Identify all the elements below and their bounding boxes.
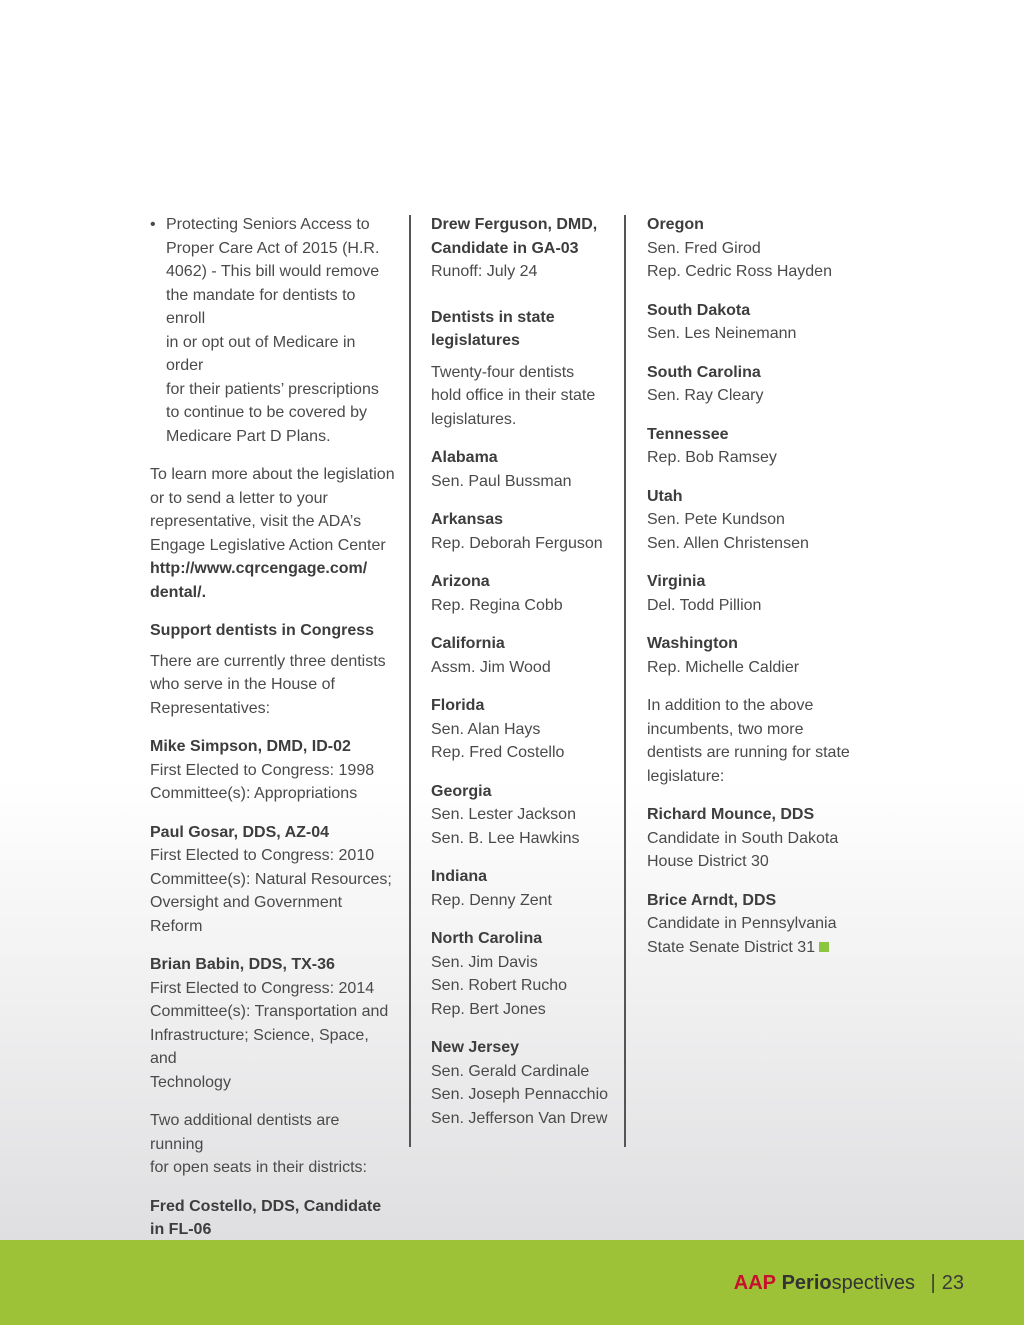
state-entry [647,361,857,408]
legislator: Sen. Joseph Pennacchio [431,1086,609,1103]
candidate-entry [647,803,857,874]
state-entry [647,632,857,679]
column-1 [150,213,395,1280]
state-entry [431,570,611,617]
state-entry [431,780,611,851]
member-detail: Committee(s): Transportation and [150,1003,389,1020]
member-detail: Committee(s): Appropriations [150,785,358,802]
candidate-name: Candidate in GA-03 [431,239,579,257]
state-entry [431,927,611,1021]
legislator: Rep. Bert Jones [431,1000,546,1018]
legislator: Sen. Pete Kundson [647,511,785,528]
addition-paragraph [647,694,857,788]
state-name: California [431,635,505,652]
state-name: Florida [431,697,485,714]
member-detail: Technology [150,1073,231,1091]
candidate-detail-last [647,936,857,960]
legislator: Assm. Jim Wood [431,658,551,676]
bullet-item [150,213,395,448]
end-mark-icon [819,942,829,952]
state-name: South Carolina [647,363,761,381]
page-separator: | [930,1272,936,1294]
page-number: 23 [941,1272,964,1294]
legislator: Rep. Michelle Caldier [647,658,800,676]
text-line: There are currently three dentists [150,652,386,670]
candidate-name: Drew Ferguson, DMD, [431,216,598,233]
brand-aap: AAP [733,1272,777,1294]
legislator: Sen. Fred Girod [647,239,761,257]
state-entry [431,632,611,679]
column-divider [409,215,411,1147]
text-line: in or opt out of Medicare in order [166,333,356,374]
candidate-entry [647,889,857,960]
state-entry [647,485,857,556]
state-name: Indiana [431,868,488,885]
legislator: Rep. Regina Cobb [431,596,563,614]
state-name: North Carolina [431,930,543,947]
candidate-name: Brice Arndt, DDS [647,891,777,909]
text-line: or to send a letter to your [150,489,328,507]
member-name: Paul Gosar, DDS, AZ-04 [150,823,330,841]
text-line: dentists are running for state [647,744,850,761]
member-detail: Committee(s): Natural Resources; [150,870,392,888]
text-line: the mandate for dentists to enroll [166,286,356,327]
bullet-text [166,213,395,448]
engage-url-link[interactable]: dental/. [150,583,207,601]
column-3 [647,213,857,974]
state-name: Oregon [647,216,704,233]
state-name: Tennessee [647,425,729,443]
text-line: for their patients’ prescriptions [166,380,379,398]
candidate-name: in FL-06 [150,1221,212,1238]
congress-member [150,735,395,806]
member-detail: First Elected to Congress: 2014 [150,979,375,997]
column-2 [431,213,611,1145]
legislator: Del. Todd Pillion [647,596,762,614]
text-line: to continue to be covered by [166,404,368,421]
text-line: incumbents, two more [647,720,804,738]
state-entry [431,694,611,765]
text-line: Medicare Part D Plans. [166,427,331,445]
legislator: Sen. B. Lee Hawkins [431,829,580,847]
text-line: To learn more about the legislation [150,466,395,483]
text-line: Two additional dentists are running [150,1112,340,1153]
text-line: legislatures. [431,410,517,428]
member-name: Brian Babin, DDS, TX-36 [150,956,335,973]
state-name: Washington [647,635,738,652]
legislator: Rep. Bob Ramsey [647,449,777,466]
text-line: representative, visit the ADA’s [150,513,362,530]
state-name: Georgia [431,782,492,800]
brand-perio: Perio [781,1272,832,1294]
legislator: Sen. Ray Cleary [647,387,764,404]
text-line: Protecting Seniors Access to [166,216,370,233]
state-entry [431,1036,611,1130]
candidate-detail: State Senate District 31 [647,938,816,956]
brand-spectives: spectives [831,1272,915,1294]
state-entry [431,508,611,555]
text-line: legislature: [647,767,725,785]
member-detail: First Elected to Congress: 2010 [150,847,375,864]
candidate-entry [431,213,611,284]
congress-member [150,821,395,939]
text-line: In addition to the above [647,697,814,714]
candidate-name: Richard Mounce, DDS [647,806,815,823]
footer-brand [734,1272,964,1295]
legislator: Sen. Alan Hays [431,720,541,738]
bullet-dot: • [150,216,156,233]
state-entry [647,570,857,617]
legislator: Sen. Jefferson Van Drew [431,1109,608,1127]
section-heading: legislatures [431,332,520,349]
legislator: Rep. Cedric Ross Hayden [647,263,832,280]
section-heading: Dentists in state [431,308,555,326]
state-entry [647,299,857,346]
state-name: Alabama [431,449,498,466]
state-name: Arizona [431,573,490,590]
state-name: Arkansas [431,511,504,528]
legislator: Rep. Fred Costello [431,744,565,761]
member-detail: Infrastructure; Science, Space, and [150,1026,369,1067]
text-line: for open seats in their districts: [150,1159,367,1176]
text-line: Engage Legislative Action Center [150,536,386,554]
member-detail: Oversight and Government Reform [150,894,343,935]
candidate-detail: Runoff: July 24 [431,263,538,280]
legislator: Sen. Gerald Cardinale [431,1062,590,1080]
text-line: who serve in the House of [150,676,335,693]
member-name: Mike Simpson, DMD, ID-02 [150,738,351,755]
state-entry [431,446,611,493]
state-name: New Jersey [431,1039,520,1056]
learn-more-paragraph [150,463,395,604]
engage-url-link[interactable]: http://www.cqrcengage.com/ [150,560,368,577]
candidate-name: Fred Costello, DDS, Candidate [150,1197,382,1215]
candidate-detail: Candidate in South Dakota [647,829,839,847]
state-legislatures-section [431,306,611,432]
text-line: hold office in their state [431,387,596,404]
state-entry [647,213,857,284]
additional-paragraph [150,1109,395,1180]
state-name: Virginia [647,573,706,590]
text-line: Proper Care Act of 2015 (H.R. [166,239,380,257]
section-heading: Support dentists in Congress [150,622,375,639]
text-line: Twenty-four dentists [431,363,575,381]
state-entry [431,865,611,912]
state-entry [647,423,857,470]
legislator: Sen. Paul Bussman [431,472,572,490]
state-name: South Dakota [647,301,751,319]
congress-member [150,953,395,1094]
legislator: Sen. Lester Jackson [431,806,576,823]
column-divider [624,215,626,1147]
text-line: Representatives: [150,699,271,717]
candidate-detail: House District 30 [647,853,769,870]
legislator: Rep. Deborah Ferguson [431,534,603,552]
member-detail: First Elected to Congress: 1998 [150,761,375,779]
candidate-detail: Candidate in Pennsylvania [647,915,837,932]
legislator: Sen. Allen Christensen [647,534,809,552]
legislator: Sen. Les Neinemann [647,325,797,342]
legislator: Rep. Denny Zent [431,891,552,909]
legislator: Sen. Robert Rucho [431,977,568,994]
congress-section [150,619,395,720]
legislator: Sen. Jim Davis [431,953,538,971]
text-line: 4062) - This bill would remove [166,263,380,280]
state-name: Utah [647,487,683,505]
